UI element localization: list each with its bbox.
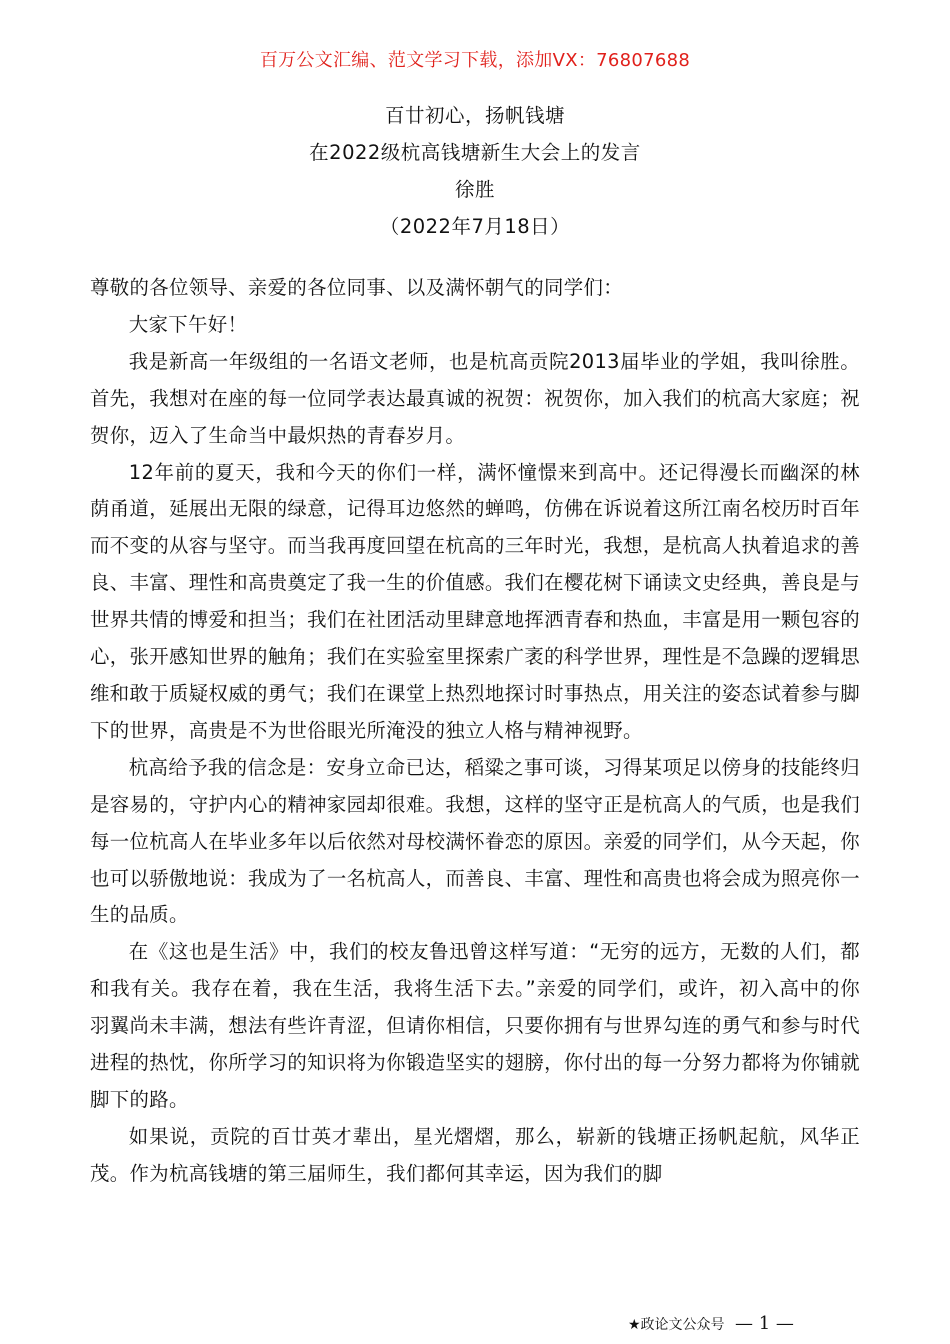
paragraph: 大家下午好！ xyxy=(128,312,248,336)
speech-body xyxy=(90,270,860,1193)
author-name: 徐胜 xyxy=(454,178,495,201)
paragraph: 12年前的夏天，我和今天的你们一样，满怀憧憬来到高中。还记得漫长而幽深的林荫甬道，延展出无限的绿意，记得耳边悠然的蝉鸣，仿佛在诉说着这所江南名校历时百年而不变的从容与坚守。而当我再度回望在杭高的三年时光，我想，是杭高人执着追求的善良、丰富、理性和高贵奠定了我一生的价值感。我们在樱花树下诵读文史经典，善良是与世界共情的博爱和担当；我们在社团活动里肆意地挥洒青春和热血，丰富是用一颗包容的心，张开感知世界的触角；我们在实验室里探索广袤的科学世界，理性是不急躁的逻辑思维和敢于质疑权威的勇气；我们在课堂上热烈地探讨时事热点，用关注的姿态试着参与脚下的世界，高贵是不为世俗眼光所淹没的独立人格与精神视野。 xyxy=(90,460,860,742)
salutation: 尊敬的各位领导、亲爱的各位同事、以及满怀朝气的同学们： xyxy=(90,276,623,299)
page-number: — 1 — xyxy=(735,1313,794,1334)
page-footer xyxy=(628,1313,794,1334)
paragraph: 我是新高一年级组的一名语文老师，也是杭高贡院2013届毕业的学姐，我叫徐胜。首先，我想对在座的每一位同学表达最真诚的祝贺：祝贺你，加入我们的杭高大家庭；祝贺你，迈入了生命当中最炽热的青春岁月。 xyxy=(90,349,860,447)
footer-source: ★政论文公众号 xyxy=(628,1317,725,1333)
speech-date: （2022年7月18日） xyxy=(379,215,571,238)
title-line-2: 在2022级杭高钱塘新生大会上的发言 xyxy=(309,141,641,164)
paragraph: 如果说，贡院的百廿英才辈出，星光熠熠，那么，崭新的钱塘正扬帆起航，风华正茂。作为杭高钱塘的第三届师生，我们都何其幸运，因为我们的脚 xyxy=(90,1124,860,1185)
paragraph: 杭高给予我的信念是：安身立命已达，稻粱之事可谈，习得某项足以傍身的技能终归是容易的，守护内心的精神家园却很难。我想，这样的坚守正是杭高人的气质，也是我们每一位杭高人在毕业多年以后依然对母校满怀眷恋的原因。亲爱的同学们，从今天起，你也可以骄傲地说：我成为了一名杭高人，而善良、丰富、理性和高贵也将会成为照亮你一生的品质。 xyxy=(90,755,860,927)
paragraph: 在《这也是生活》中，我们的校友鲁迅曾这样写道：“无穷的远方，无数的人们，都和我有关。我存在着，我在生活，我将生活下去。”亲爱的同学们，或许，初入高中的你羽翼尚未丰满，想法有些许青涩，但请你相信，只要你拥有与世界勾连的勇气和参与时代进程的热忱，你所学习的知识将为你锻造坚实的翅膀，你付出的每一分努力都将为你铺就脚下的路。 xyxy=(90,940,860,1111)
header-banner: 百万公文汇编、范文学习下载，添加VX：76807688 xyxy=(259,50,691,71)
title-line-1: 百廿初心，扬帆钱塘 xyxy=(384,104,565,127)
